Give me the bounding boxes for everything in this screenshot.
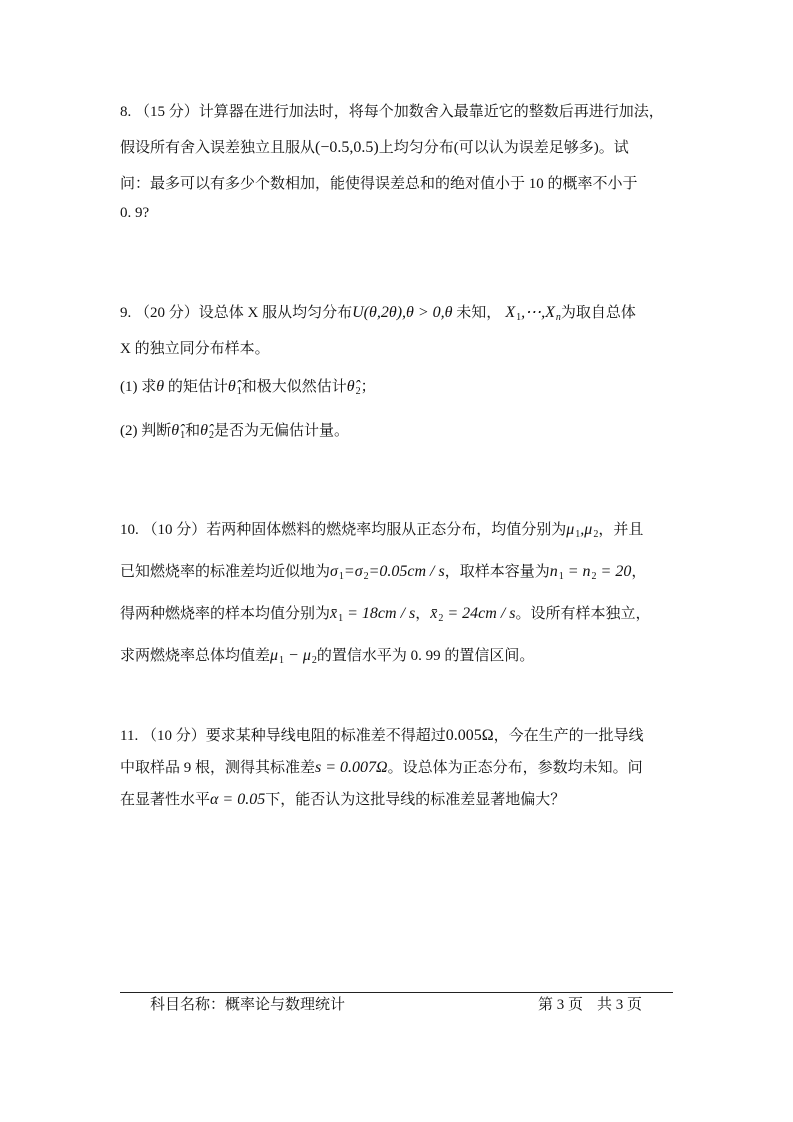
question-10-line-1 <box>120 509 676 551</box>
math-expression <box>430 605 443 622</box>
text-run: ； <box>360 379 376 395</box>
math-base: U(θ,2θ),θ > 0,θ <box>352 304 453 321</box>
question-9-line-4 <box>120 412 676 449</box>
text-run: 。设总体为正态分布，参数均未知。问 <box>387 760 643 776</box>
text-run: ，今在生产的一批导线 <box>493 728 644 744</box>
math-expression <box>580 521 598 538</box>
text-run: 得两种燃烧率的样本均值分别为 <box>120 606 331 622</box>
math-base: X <box>501 304 516 321</box>
math-subscript: 1 <box>236 386 242 397</box>
question-9 <box>120 294 676 449</box>
question-10-line-2 <box>120 551 676 593</box>
math-base: = 20 <box>596 563 632 580</box>
question-10 <box>120 509 676 677</box>
text-run: ，取样本容量为 <box>444 564 550 580</box>
math-subscript: 2 <box>591 571 597 582</box>
math-expression <box>343 605 415 622</box>
math-base: θ <box>156 378 165 395</box>
question-8-line-1 <box>120 94 676 130</box>
math-subscript: 1 <box>516 312 522 323</box>
text-run: 假设所有舍入误差独立且服从 <box>120 140 316 156</box>
text-run: 已知燃烧率的标准差均近似地为 <box>120 564 331 580</box>
math-subscript: 1 <box>338 571 344 582</box>
math-expression <box>344 563 369 580</box>
math-expression <box>330 563 344 580</box>
question-9-line-1 <box>120 294 676 331</box>
text-run: 和极大似然估计 <box>241 379 347 395</box>
math-subscript: 2 <box>208 430 214 441</box>
math-subscript: 2 <box>593 529 599 540</box>
text-run: 。设所有样本独立， <box>515 606 651 622</box>
text-run: 0. 9? <box>120 205 150 221</box>
text-run: 和 <box>185 423 201 439</box>
math-base: ,μ <box>580 521 593 538</box>
math-subscript: n <box>555 312 561 323</box>
math-expression <box>443 605 515 622</box>
math-subscript: 1 <box>558 571 564 582</box>
text-run: 的置信水平为 0. 99 的置信区间。 <box>316 648 535 664</box>
text-run: 求两燃烧率总体均值差 <box>120 648 271 664</box>
question-9-line-2 <box>120 331 676 368</box>
text-run: 的矩估计 <box>164 379 228 395</box>
math-expression <box>228 378 242 395</box>
math-expression <box>156 378 164 395</box>
math-base: n <box>549 563 558 580</box>
question-11 <box>120 720 676 816</box>
text-run: (1) 求 <box>120 379 157 395</box>
math-subscript: 1 <box>338 613 344 624</box>
math-base: s = 0.007Ω <box>315 759 388 776</box>
math-base: x̄ <box>330 605 338 622</box>
math-base: = 18cm / s <box>343 605 416 622</box>
math-base: =0.05cm / s <box>368 563 445 580</box>
text-run: 是否为无偏估计量。 <box>213 423 349 439</box>
footer-subject-name: 科目名称：概率论与数理统计 <box>150 997 346 1013</box>
text-run: X 的独立同分布样本。 <box>120 341 270 357</box>
text-run: 问：最多可以有多少个数相加，能使得误差总和的绝对值小于 10 的概率不小于 <box>120 176 638 192</box>
question-8-line-2 <box>120 130 676 166</box>
text-run: 10. （10 分）若两种固体燃料的燃烧率均服从正态分布，均值分别为 <box>120 522 567 538</box>
math-subscript: 2 <box>363 571 369 582</box>
question-9-line-3 <box>120 368 676 405</box>
math-base: θ̂ <box>346 378 355 395</box>
math-base: μ <box>566 521 575 538</box>
math-base: θ̂ <box>200 422 208 439</box>
math-subscript: 2 <box>355 386 361 397</box>
text-run: 为取自总体 <box>560 305 636 321</box>
text-run: (2) 判断 <box>120 423 172 439</box>
math-expression <box>550 563 564 580</box>
text-run: 11. （10 分）要求某种导线电阻的标准差不得超过 <box>120 728 446 744</box>
footer-page-info <box>538 996 642 1014</box>
math-base: (−0.5,0.5) <box>315 139 379 156</box>
math-expression <box>566 521 580 538</box>
footer-divider <box>120 992 673 993</box>
math-base: μ <box>270 647 279 664</box>
text-run: 9. （20 分）设总体 X 服从均匀分布 <box>120 305 353 321</box>
footer-page-number: 第 3 页 <box>538 997 584 1013</box>
question-11-line-3 <box>120 784 676 816</box>
math-expression <box>369 563 445 580</box>
math-base: α = 0.05 <box>210 791 266 808</box>
question-11-line-1 <box>120 720 676 752</box>
math-base: − μ <box>284 647 311 664</box>
math-expression <box>597 563 632 580</box>
question-10-line-4 <box>120 635 676 677</box>
math-expression <box>330 605 343 622</box>
math-base: θ̂ <box>171 422 180 439</box>
math-expression <box>284 647 317 664</box>
text-run: ， <box>631 564 647 580</box>
question-8 <box>120 94 676 231</box>
math-base: θ̂ <box>227 378 236 395</box>
math-subscript: 1 <box>180 430 186 441</box>
math-base: = n <box>563 563 591 580</box>
text-run: 在显著性水平 <box>120 792 211 808</box>
math-base: ,⋯,X <box>521 304 555 321</box>
math-base: x̄ <box>430 605 438 622</box>
text-run: 未知， <box>452 305 502 321</box>
math-subscript: 1 <box>575 529 581 540</box>
text-run: 8. （15 分）计算器在进行加法时，将每个加数舍入最靠近它的整数后再进行加法， <box>120 104 664 120</box>
math-expression <box>521 304 561 321</box>
question-8-line-3 <box>120 166 676 202</box>
math-expression <box>352 304 452 321</box>
math-expression <box>315 139 379 156</box>
text-run: ， <box>415 606 431 622</box>
math-expression <box>446 727 494 744</box>
math-base: =σ <box>343 563 363 580</box>
math-base: 0.005Ω <box>445 727 494 744</box>
question-11-line-2 <box>120 752 676 784</box>
text-run: 中取样品 9 根，测得其标准差 <box>120 760 316 776</box>
math-expression <box>315 759 388 776</box>
math-subscript: 1 <box>279 655 285 666</box>
math-expression <box>270 647 284 664</box>
math-base: σ <box>330 563 338 580</box>
math-expression <box>200 422 214 439</box>
text-run: 上均匀分布(可以认为误差足够多)。试 <box>378 140 629 156</box>
math-expression <box>171 422 185 439</box>
math-subscript: 2 <box>311 655 317 666</box>
math-subscript: 2 <box>438 613 444 624</box>
math-expression <box>347 378 361 395</box>
text-run: ，并且 <box>598 522 644 538</box>
math-expression <box>564 563 597 580</box>
text-run: 下，能否认为这批导线的标准差显著地偏大？ <box>265 792 566 808</box>
math-expression <box>210 791 265 808</box>
question-10-line-3 <box>120 593 676 635</box>
math-expression <box>501 304 521 321</box>
footer-total-pages: 共 3 页 <box>597 997 643 1013</box>
math-base: = 24cm / s <box>443 605 516 622</box>
